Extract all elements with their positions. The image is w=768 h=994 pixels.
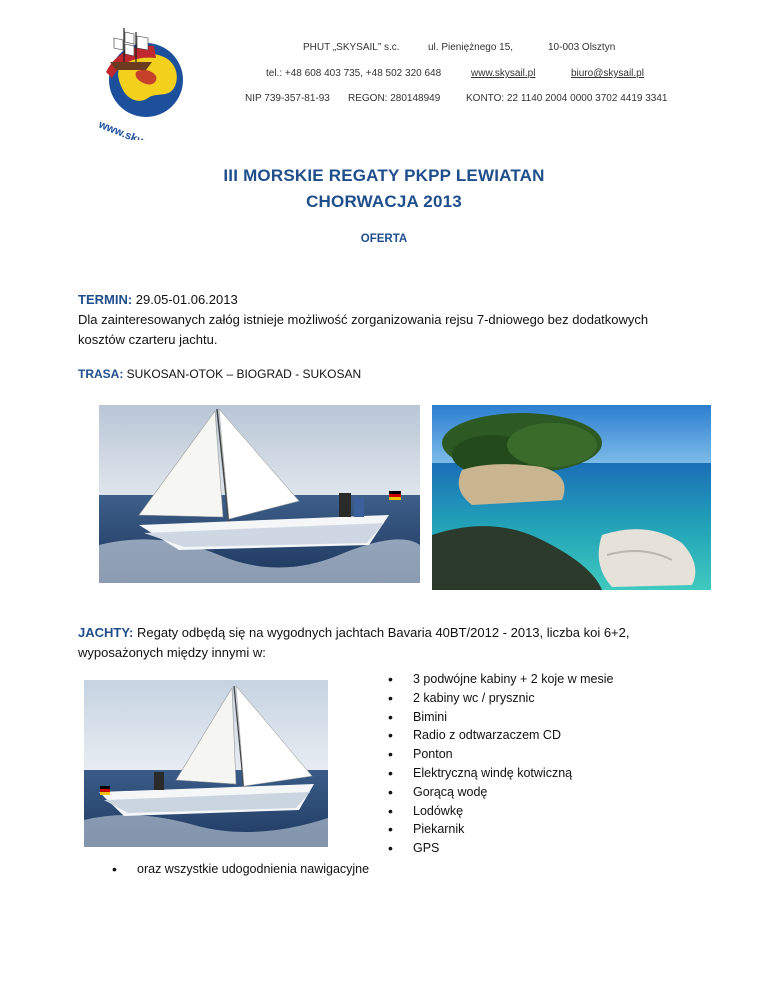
feature-item: • Radio z odtwarzaczem CD [388,728,708,747]
company-nip: NIP 739-357-81-93 [245,93,330,104]
jachty-value: Regaty odbędą się na wygodnych jachtach Bavaria 40BT/2012 - 2013, liczba koi 6+2, wyposażonych między innymi w: [78,625,630,660]
termin-note: Dla zainteresowanych załóg istnieje możliwość zorganizowania rejsu 7-dniowego bez dodatkowych kosztów czarteru jachtu. [78,312,649,347]
email-link[interactable]: biuro@skysail.pl [571,68,644,79]
trasa-section [78,364,698,384]
jachty-section [78,623,698,663]
feature-item: • GPS [388,841,708,860]
yacht-photo-2 [84,680,328,847]
termin-value: 29.05-01.06.2013 [132,292,238,307]
features-list [388,672,708,860]
document-subtitle: OFERTA [360,233,408,245]
company-name: PHUT „SKYSAIL” s.c. [303,42,400,53]
feature-item: • 2 kabiny wc / prysznic [388,691,708,710]
feature-item: • 3 podwójne kabiny + 2 koje w mesie [388,672,708,691]
feature-item: • Ponton [388,747,708,766]
company-street: ul. Pieniężnego 15, [428,42,514,53]
company-logo [96,22,208,140]
feature-item: • Piekarnik [388,822,708,841]
feature-item: • Elektryczną windę kotwiczną [388,766,708,785]
feature-item: • Lodówkę [388,804,708,823]
feature-item: • Bimini [388,710,708,729]
trasa-value: SUKOSAN-OTOK – BIOGRAD - SUKOSAN [123,367,362,381]
jachty-label: JACHTY: [78,625,134,640]
company-city: 10-003 Olsztyn [548,42,616,53]
company-regon: REGON: 280148949 [348,93,441,104]
yacht-photo-1 [99,405,420,583]
document-title-line1: III MORSKIE REGATY PKPP LEWIATAN [223,166,545,185]
feature-item: • Gorącą wodę [388,785,708,804]
company-phones: tel.: +48 608 403 735, +48 502 320 648 [266,68,442,79]
trasa-label: TRASA: [78,367,124,381]
extra-feature-list [112,862,512,881]
extra-feature-item: • oraz wszystkie udogodnienia nawigacyjne [112,862,512,881]
logo-curved-text: www.skysail.pl [96,118,174,140]
website-link[interactable]: www.skysail.pl [471,68,536,79]
termin-section [78,290,698,350]
document-title-line2: CHORWACJA 2013 [306,192,462,211]
island-photo [432,405,711,590]
company-account: KONTO: 22 1140 2004 0000 3702 4419 3341 [466,93,668,104]
termin-label: TERMIN: [78,292,133,307]
